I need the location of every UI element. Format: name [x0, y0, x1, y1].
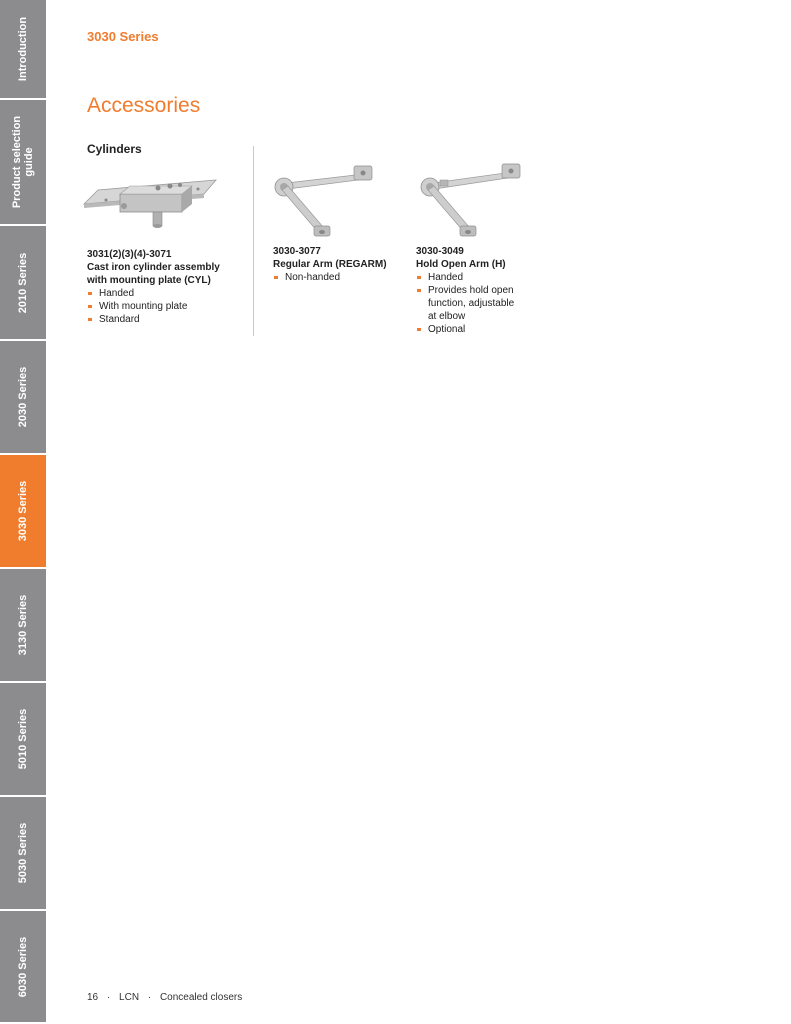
list-item: Handed [87, 287, 247, 300]
footer-doc-title: Concealed closers [159, 992, 243, 1003]
product-hold-open-arm [416, 245, 546, 336]
footer-separator: · [147, 992, 152, 1003]
tab-3130-series[interactable] [0, 569, 46, 683]
tab-introduction[interactable] [0, 0, 46, 100]
feature-list [87, 287, 247, 326]
tab-5010-series[interactable] [0, 683, 46, 797]
sidebar-nav [0, 0, 46, 1024]
page-footer [87, 992, 248, 1003]
feature-list [273, 271, 403, 284]
tab-label: 2010 Series [17, 252, 29, 313]
footer-separator: · [106, 992, 111, 1003]
section-title: Cylinders [87, 142, 142, 156]
product-code: 3031(2)(3)(4)-3071 [87, 249, 172, 260]
product-code: 3030-3077 [273, 246, 321, 257]
tab-label: Product selection guide [11, 115, 35, 209]
feature-list [416, 271, 546, 336]
page-number: 16 [87, 992, 99, 1003]
series-title: 3030 Series [87, 29, 159, 44]
column-divider [253, 146, 254, 336]
list-item: Optional [416, 323, 546, 336]
tab-label: Introduction [17, 16, 29, 82]
tab-label: 5010 Series [17, 708, 29, 770]
tab-label: 2030 Series [17, 366, 29, 428]
list-item: Non-handed [273, 271, 403, 284]
tab-label: 3030 Series [17, 480, 29, 542]
product-cylinder-assembly [87, 248, 247, 326]
tab-product-selection-guide[interactable] [0, 100, 46, 226]
list-item: Provides hold open [416, 284, 546, 297]
footer-brand: LCN [119, 992, 140, 1003]
product-name-line: Cast iron cylinder assembly [87, 262, 220, 273]
tab-3030-series[interactable] [0, 455, 46, 569]
product-name-line: Regular Arm (REGARM) [273, 259, 387, 270]
list-item: With mounting plate [87, 300, 247, 313]
product-regular-arm [273, 245, 403, 284]
tab-6030-series[interactable] [0, 911, 46, 1024]
list-item: Handed [416, 271, 546, 284]
product-code: 3030-3049 [416, 246, 464, 257]
list-item: Standard [87, 313, 247, 326]
tab-label: 5030 Series [17, 822, 29, 884]
cylinder-assembly-image [80, 172, 220, 234]
tab-label: 6030 Series [17, 936, 29, 997]
tab-5030-series[interactable] [0, 797, 46, 911]
tab-2010-series[interactable] [0, 226, 46, 341]
regular-arm-image [268, 158, 380, 242]
page-heading: Accessories [87, 94, 201, 117]
list-item: at elbow [428, 311, 466, 322]
list-item: function, adjustable [428, 298, 515, 309]
product-name-line: with mounting plate (CYL) [87, 275, 211, 286]
hold-open-arm-image [414, 156, 526, 242]
tab-label: 3130 Series [17, 594, 29, 656]
tab-2030-series[interactable] [0, 341, 46, 455]
product-name-line: Hold Open Arm (H) [416, 259, 506, 270]
